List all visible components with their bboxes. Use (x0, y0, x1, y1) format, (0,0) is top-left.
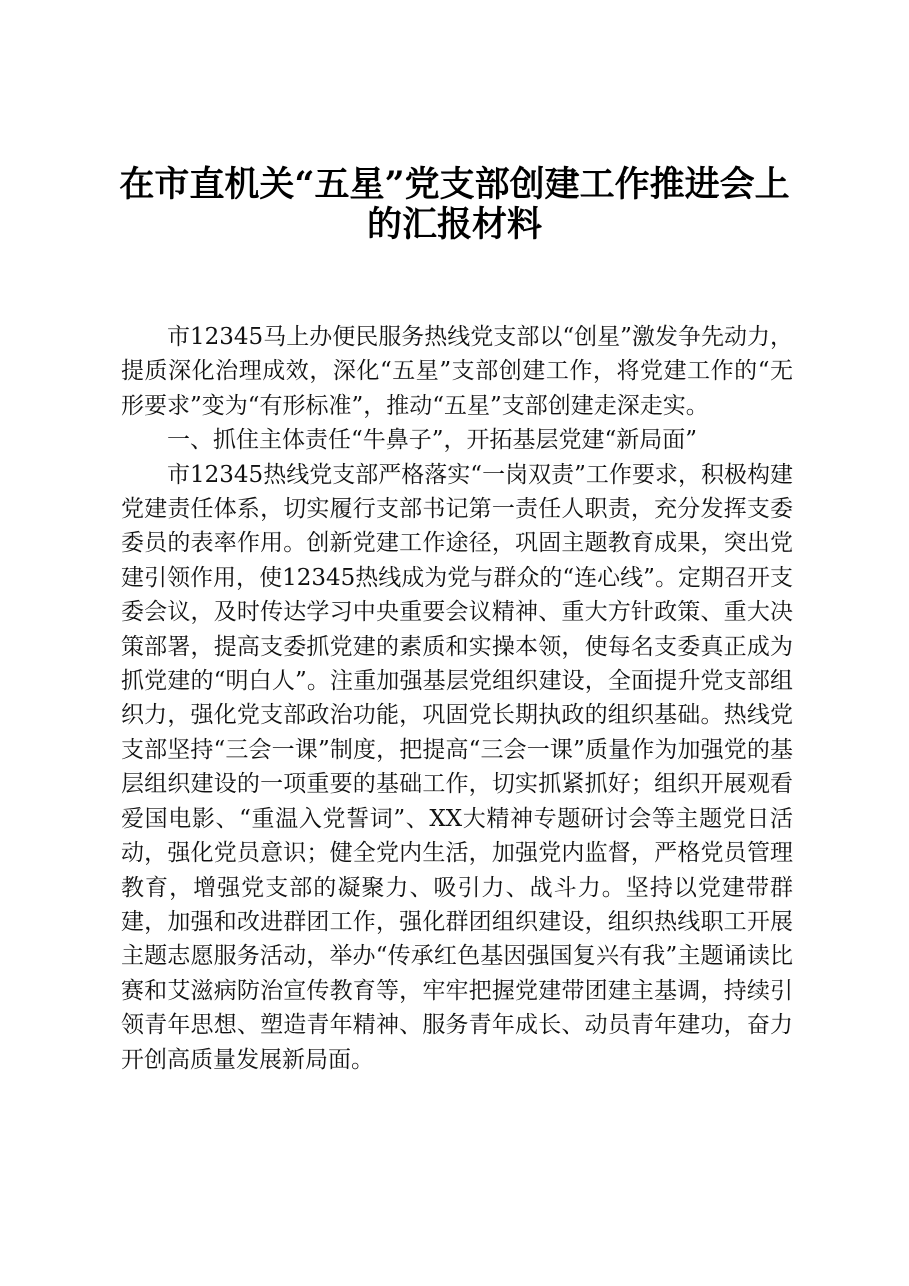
intro-paragraph: 市12345马上办便民服务热线党支部以“创星”激发争先动力，提质深化治理成效，深化“五星”支部创建工作，将党建工作的“无形要求”变为“有形标准”，推动“五星”支部创建走深走实。 (121, 324, 793, 419)
document-title-line-1: 在市直机关“五星”党支部创建工作推进会上 (119, 164, 790, 205)
document-title-line-2: 的汇报材料 (366, 204, 542, 245)
section-heading: 一、抓住主体责任“牛鼻子”，开拓基层党建“新局面” (167, 427, 698, 454)
document-body (121, 320, 793, 1077)
body-paragraph: 市12345热线党支部严格落实“一岗双责”工作要求，积极构建党建责任体系，切实履行支部书记第一责任人职责，充分发挥支委委员的表率作用。创新党建工作途径，巩固主题教育成果，突出党建引领作用，使12345热线成为党与群众的“连心线”。定期召开支委会议，及时传达学习中央重要会议精神、重大方针政策、重大决策部署，提高支委抓党建的素质和实操本领，使每名支委真正成为抓党建的“明白人”。注重加强基层党组织建设，全面提升党支部组织力，强化党支部政治功能，巩固党长期执政的组织基础。热线党支部坚持“三会一课”制度，把提高“三会一课”质量作为加强党的基层组织建设的一项重要的基础工作，切实抓紧抓好；组织开展观看爱国电影、“重温入党誓词”、XX大精神专题研讨会等主题党日活动，强化党员意识；健全党内生活，加强党内监督，严格党员管理教育，增强党支部的凝聚力、吸引力、战斗力。坚持以党建带群建，加强和改进群团工作，强化群团组织建设，组织热线职工开展主题志愿服务活动，举办“传承红色基因强国复兴有我”主题诵读比赛和艾滋病防治宣传教育等，牢牢把握党建带团建主基调，持续引领青年思想、塑造青年精神、服务青年成长、动员青年建功，奋力开创高质量发展新局面。 (121, 461, 793, 1073)
